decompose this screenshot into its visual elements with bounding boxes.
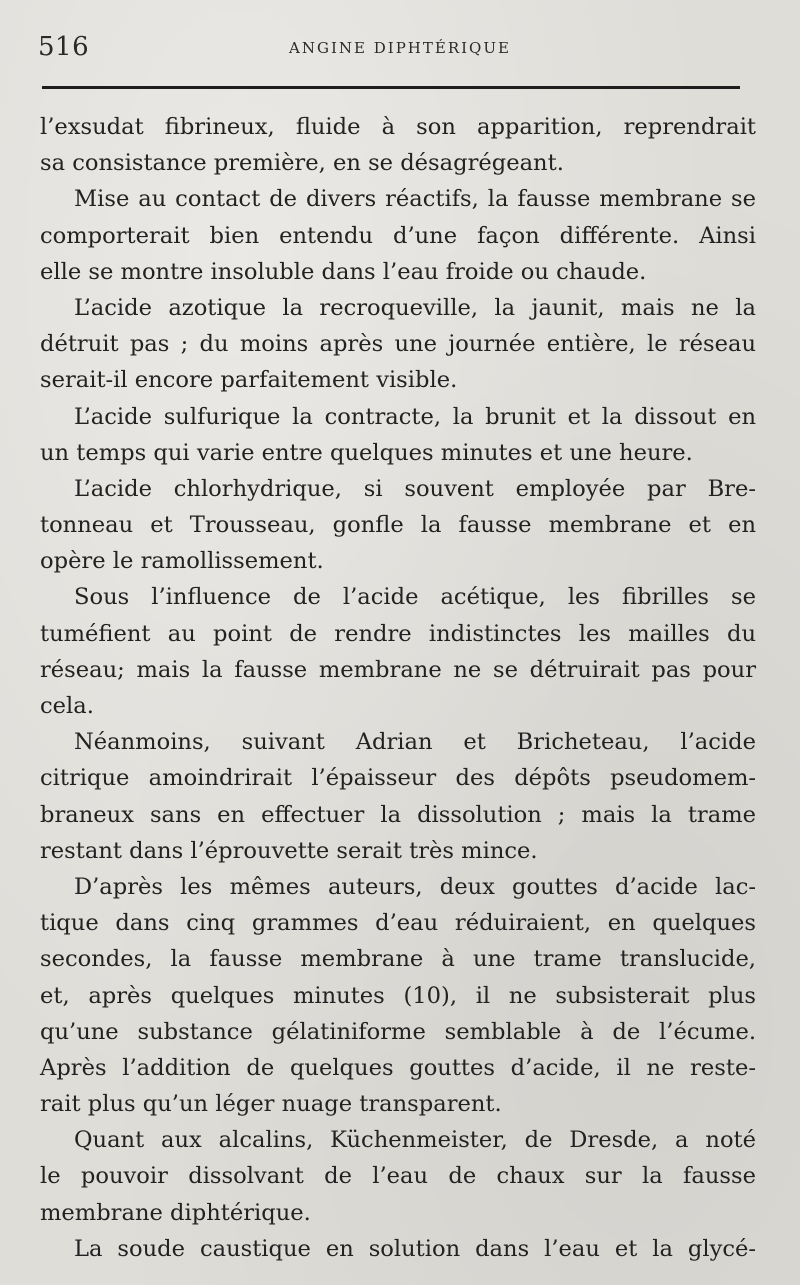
text-line: détruit pas ; du moins après une journée entière, le réseau: [40, 331, 756, 358]
text-line: cela.: [40, 693, 94, 719]
text-line: sa consistance première, en se désagrégeant.: [40, 150, 564, 177]
text-line: rait plus qu’un léger nuage transparent.: [40, 1091, 502, 1118]
text-line: L’acide sulfurique la contracte, la brunit et la dissout en: [74, 403, 756, 430]
text-line: et, après quelques minutes (10), il ne subsisterait plus: [40, 982, 756, 1009]
text-line: elle se montre insoluble dans l’eau froide ou chaude.: [40, 258, 647, 285]
text-line: opère le ramollissement.: [40, 548, 324, 575]
text-line: braneux sans en effectuer la dissolution ; mais la trame: [40, 801, 756, 828]
page-number: 516: [38, 32, 90, 62]
text-line: un temps qui varie entre quelques minutes et une heure.: [40, 439, 693, 466]
text-line: qu’une substance gélatiniforme semblable à de l’écume.: [40, 1018, 756, 1045]
text-line: Quant aux alcalins, Küchenmeister, de Dresde, a noté: [74, 1127, 756, 1154]
text-line: membrane diphtérique.: [40, 1199, 311, 1226]
text-line: restant dans l’éprouvette serait très mince.: [40, 837, 538, 864]
text-line: l’exsudat fibrineux, fluide à son apparition, reprendrait: [40, 114, 756, 140]
text-line: L’acide chlorhydrique, si souvent employée par Bre-: [74, 475, 756, 502]
text-line: réseau; mais la fausse membrane ne se détruirait pas pour: [40, 656, 756, 683]
text-line: comporterait bien entendu d’une façon différente. Ainsi: [40, 222, 756, 249]
text-line: L’acide azotique la recroqueville, la jaunit, mais ne la: [74, 294, 756, 321]
text-line: D’après les mêmes auteurs, deux gouttes d’acide lac-: [74, 873, 756, 900]
page-header: [38, 32, 742, 66]
text-line: Néanmoins, suivant Adrian et Bricheteau, l’acide: [74, 729, 756, 756]
text-line: Après l’addition de quelques gouttes d’acide, il ne reste-: [40, 1054, 756, 1081]
header-rule: [42, 86, 740, 89]
running-title: ANGINE DIPHTÉRIQUE: [289, 39, 511, 57]
text-line: tuméfient au point de rendre indistinctes les mailles du: [40, 620, 756, 647]
text-line: Sous l’influence de l’acide acétique, les fibrilles se: [74, 584, 756, 611]
body-text: [40, 109, 756, 1267]
text-line: le pouvoir dissolvant de l’eau de chaux sur la fausse: [40, 1163, 756, 1190]
text-line: secondes, la fausse membrane à une trame translucide,: [40, 946, 756, 973]
text-line: Mise au contact de divers réactifs, la fausse membrane se: [74, 186, 756, 213]
text-line: La soude caustique en solution dans l’eau et la glycé-: [74, 1235, 756, 1262]
text-line: serait-il encore parfaitement visible.: [40, 367, 458, 394]
text-line: tique dans cinq grammes d’eau réduiraient, en quelques: [40, 910, 756, 937]
text-line: citrique amoindrirait l’épaisseur des dépôts pseudomem-: [40, 765, 756, 792]
text-line: tonneau et Trousseau, gonfle la fausse membrane et en: [40, 512, 756, 539]
